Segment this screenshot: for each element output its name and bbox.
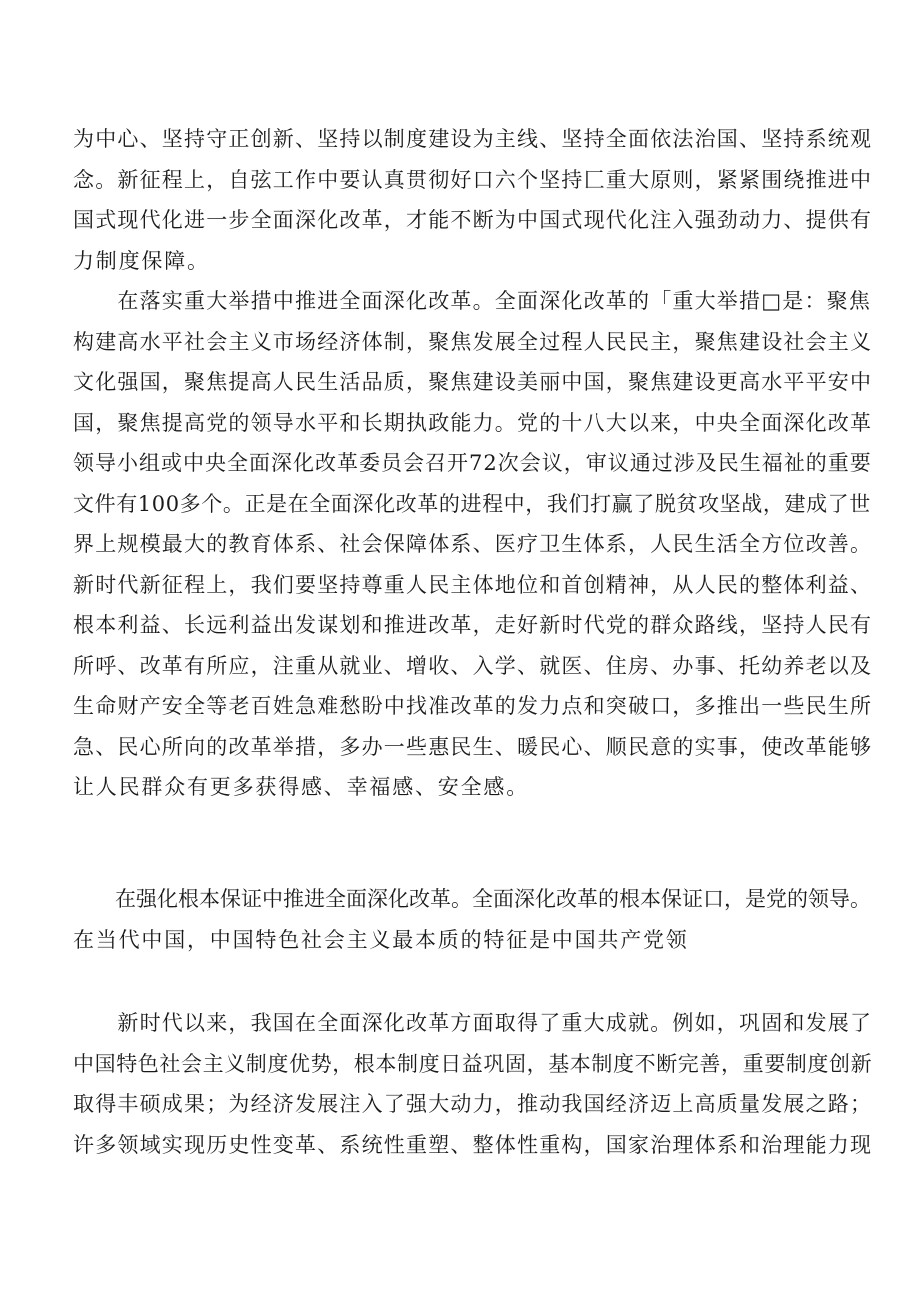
text-line: 文化强国，聚焦提高人民生活品质，聚焦建设美丽中国，聚焦建设更高水平平安中	[73, 370, 873, 394]
text-line: 领导小组或中央全面深化改革委员会召开72次会议，审议通过涉及民生福祉的重要	[73, 451, 872, 475]
text-line: 文件有100多个。正是在全面深化改革的进程中，我们打赢了脱贫攻坚战，建成了世	[73, 491, 871, 516]
paragraph-4	[73, 1003, 873, 1165]
text-line: 界上规模最大的教育体系、社会保障体系、医疗卫生体系，人民生活全方位改善。	[73, 532, 873, 556]
text-line: 为中心、坚持守正创新、坚持以制度建设为主线、坚持全面依法治国、坚持系统观	[73, 127, 873, 151]
text-line: 在当代中国，中国特色社会主义最本质的特征是中国共产党领	[73, 927, 689, 952]
text-line: 根本利益、长远利益出发谋划和推进改革，走好新时代党的群众路线，坚持人民有	[73, 613, 873, 637]
text-line: 取得丰硕成果；为经济发展注入了强大动力，推动我国经济迈上高质量发展之路；	[73, 1092, 873, 1116]
text-line: 在落实重大举措中推进全面深化改革。全面深化改革的「重大举措□是：聚焦	[73, 289, 872, 313]
text-line: 中国特色社会主义制度优势，根本制度日益巩固，基本制度不断完善，重要制度创新	[73, 1051, 873, 1076]
text-line: 许多领域实现历史性变革、系统性重塑、整体性重构，国家治理体系和治理能力现	[73, 1132, 873, 1157]
text-line: 国式现代化进一步全面深化改革，才能不断为中国式现代化注入强劲动力、提供有	[73, 208, 873, 232]
paragraph-2	[73, 281, 873, 808]
text-line: 念。新征程上，自弦工作中要认真贯彻好口六个坚持匚重大原则，紧紧围绕推进中	[73, 167, 873, 192]
text-line: 新时代新征程上，我们要坚持尊重人民主体地位和首创精神，从人民的整体利益、	[73, 572, 873, 597]
text-line: 在强化根本保证中推进全面深化改革。全面深化改革的根本保证口，是党的领导。	[73, 887, 871, 911]
text-line: 让人民群众有更多获得感、幸福感、安全感。	[73, 775, 529, 799]
text-line: 力制度保障。	[73, 248, 210, 273]
text-line: 构建高水平社会主义市场经济体制，聚焦发展全过程人民民主，聚焦建设社会主义	[73, 329, 873, 354]
paragraph-3	[73, 879, 873, 960]
text-line: 急、民心所向的改革举措，多办一些惠民生、暖民心、顺民意的实事，使改革能够	[73, 734, 873, 759]
text-line: 国，聚焦提高党的领导水平和长期执政能力。党的十八大以来，中央全面深化改革	[73, 410, 873, 435]
text-line: 新时代以来，我国在全面深化改革方面取得了重大成就。例如，巩固和发展了	[73, 1011, 873, 1035]
text-line: 所呼、改革有所应，注重从就业、增收、入学、就医、住房、办事、托幼养老以及	[73, 653, 873, 678]
paragraph-1	[73, 119, 873, 281]
text-line: 生命财产安全等老百姓急难愁盼中找准改革的发力点和突破口，多推出一些民生所	[73, 694, 873, 718]
